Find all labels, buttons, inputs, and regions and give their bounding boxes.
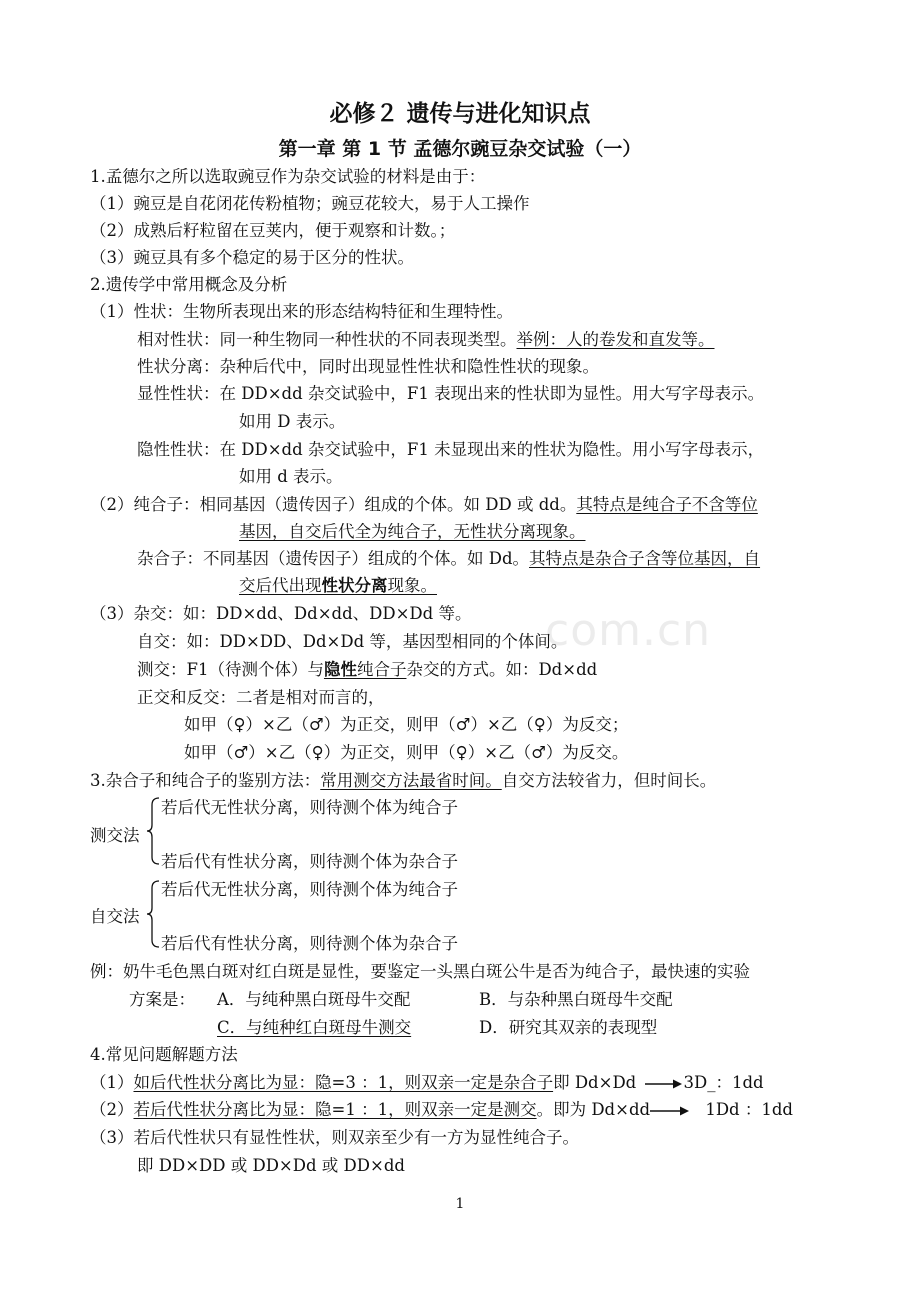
method-2 [90, 1099, 793, 1121]
test-cross-definition [137, 659, 597, 681]
option-d: D．研究其双亲的表现型 [479, 1018, 658, 1037]
test-method-outcome-top: 若后代无性状分离，则待测个体为纯合子 [161, 798, 458, 817]
relative-trait [137, 329, 715, 351]
heterozygote-cont-b: 现象。 [387, 576, 437, 595]
section1-heading: 1.孟德尔之所以选取豌豆作为杂交试验的材料是由于： [90, 167, 486, 186]
test-cross-homozygote: 纯合子 [356, 660, 407, 679]
section4-heading: 4.常见问题解题方法 [90, 1045, 238, 1064]
section2-heading: 2.遗传学中常用概念及分析 [90, 275, 288, 294]
test-cross-a: 测交：F1（待测个体）与 [137, 660, 324, 679]
section3-heading-b: 常用测交方法最省时间。 [320, 771, 502, 790]
test-method-label: 测交法 [90, 826, 140, 845]
relative-trait-example: 举例：人的卷发和直发等。 [516, 330, 715, 349]
section1-item: （3）豌豆具有多个稳定的易于区分的性状。 [90, 248, 414, 267]
method-2-cross: 。即为 Dd×dd [536, 1100, 651, 1119]
method-2-prefix: （2） [90, 1100, 134, 1119]
test-cross-d: 杂交的方式。如：Dd×dd [406, 660, 598, 679]
homozygote-feature-cont: 基因，自交后代全为纯合子，无性状分离现象。 [239, 522, 586, 541]
section1-item: （1）豌豆是自花闭花传粉植物；豌豆花较大，易于人工操作 [90, 194, 530, 213]
section3-heading [90, 770, 716, 792]
method-2-result: 1Dd ：1dd [705, 1100, 793, 1119]
option-b: B．与杂种黑白斑母牛交配 [479, 990, 673, 1009]
method-1-prefix: （1） [90, 1073, 134, 1092]
dominant-trait-cont: 如用 D 表示。 [239, 412, 346, 431]
page-title: 必修２ 遗传与进化知识点 [329, 101, 591, 127]
heterozygote-text: 杂合子：不同基因（遗传因子）组成的个体。如 Dd。 [137, 549, 530, 568]
heterozygote-feature: 其特点是杂合子含等位基因，自 [529, 549, 761, 568]
reciprocal-example-1: 如甲（♀）×乙（♂）为正交，则甲（♂）×乙（♀）为反交； [184, 715, 629, 734]
example-scheme-label: 方案是： [129, 990, 195, 1009]
watermark: com.cn [545, 605, 712, 656]
dominant-trait: 显性性状：在 DD×dd 杂交试验中，F1 表现出来的性状即为显性。用大写字母表示。 [137, 384, 765, 403]
self-method-label: 自交法 [90, 907, 140, 926]
section1-item: （2）成熟后籽粒留在豆荚内，便于观察和计数。； [90, 221, 456, 240]
reciprocal-definition: 正交和反交：二者是相对而言的， [137, 688, 385, 707]
arrow-icon [641, 1078, 683, 1090]
method-1-cross: 即 Dd×Dd [553, 1073, 637, 1092]
option-a: A．与纯种黑白斑母牛交配 [217, 990, 411, 1009]
self-cross-definition: 自交：如：DD×DD、Dd×Dd 等，基因型相同的个体间。 [137, 632, 568, 651]
test-method-brace [146, 796, 160, 866]
method-1 [90, 1072, 764, 1094]
cross-definition: （3）杂交：如：DD×dd、Dd×dd、DD×Dd 等。 [90, 604, 472, 623]
chapter-subtitle: 第一章 第 1 节 孟德尔豌豆杂交试验（一） [278, 138, 642, 160]
heterozygote [137, 548, 760, 570]
self-method-brace [146, 879, 160, 949]
relative-trait-text: 相对性状：同一种生物同一种性状的不同表现类型。 [137, 330, 517, 349]
arrow-icon [650, 1105, 690, 1117]
method-3-crosses: 即 DD×DD 或 DD×Dd 或 DD×dd [137, 1156, 405, 1175]
method-3: （3）若后代性状只有显性性状，则双亲至少有一方为显性纯合子。 [90, 1128, 579, 1147]
recessive-trait: 隐性性状：在 DD×dd 杂交试验中，F1 未显现出来的性状为隐性。用小写字母表示， [137, 440, 765, 459]
method-1-rule: 如后代性状分离比为显：隐=3 ：1，则双亲一定是杂合子 [133, 1073, 554, 1092]
homozygote-feature: 其特点是纯合子不含等位 [576, 495, 758, 514]
recessive-trait-cont: 如用 d 表示。 [239, 467, 343, 486]
heterozygote-cont-a: 交后代出现 [239, 576, 322, 595]
self-method-outcome-top: 若后代无性状分离，则待测个体为纯合子 [161, 880, 458, 899]
page-number: 1 [455, 1196, 465, 1212]
example-question: 例：奶牛毛色黑白斑对红白斑是显性，要鉴定一头黑白斑公牛是否为纯合子，最快速的实验 [90, 962, 750, 981]
test-method-outcome-bottom: 若后代有性状分离，则待测个体为杂合子 [161, 852, 458, 871]
homozygote [90, 494, 758, 516]
section3-heading-c: 自交方法较省力，但时间长。 [501, 771, 717, 790]
option-c: C．与纯种红白斑母牛测交 [217, 1018, 412, 1037]
heterozygote-feature-cont [239, 575, 437, 597]
trait-definition: （1）性状：生物所表现出来的形态结构特征和生理特性。 [90, 302, 513, 321]
reciprocal-example-2: 如甲（♂）×乙（♀）为正交，则甲（♀）×乙（♂）为反交。 [184, 743, 629, 762]
section3-heading-a: 3.杂合子和纯合子的鉴别方法： [90, 771, 321, 790]
test-cross-recessive: 隐性 [323, 660, 357, 679]
trait-separation: 性状分离：杂种后代中，同时出现显性性状和隐性性状的现象。 [137, 357, 599, 376]
homozygote-text: （2）纯合子：相同基因（遗传因子）组成的个体。如 DD 或 dd。 [90, 495, 577, 514]
heterozygote-cont-bold: 性状分离 [321, 576, 388, 595]
method-1-result: 3D_：1dd [683, 1073, 764, 1092]
self-method-outcome-bottom: 若后代有性状分离，则待测个体为杂合子 [161, 934, 458, 953]
method-2-rule: 若后代性状分离比为显：隐=1 ：1，则双亲一定是测交 [133, 1100, 537, 1119]
